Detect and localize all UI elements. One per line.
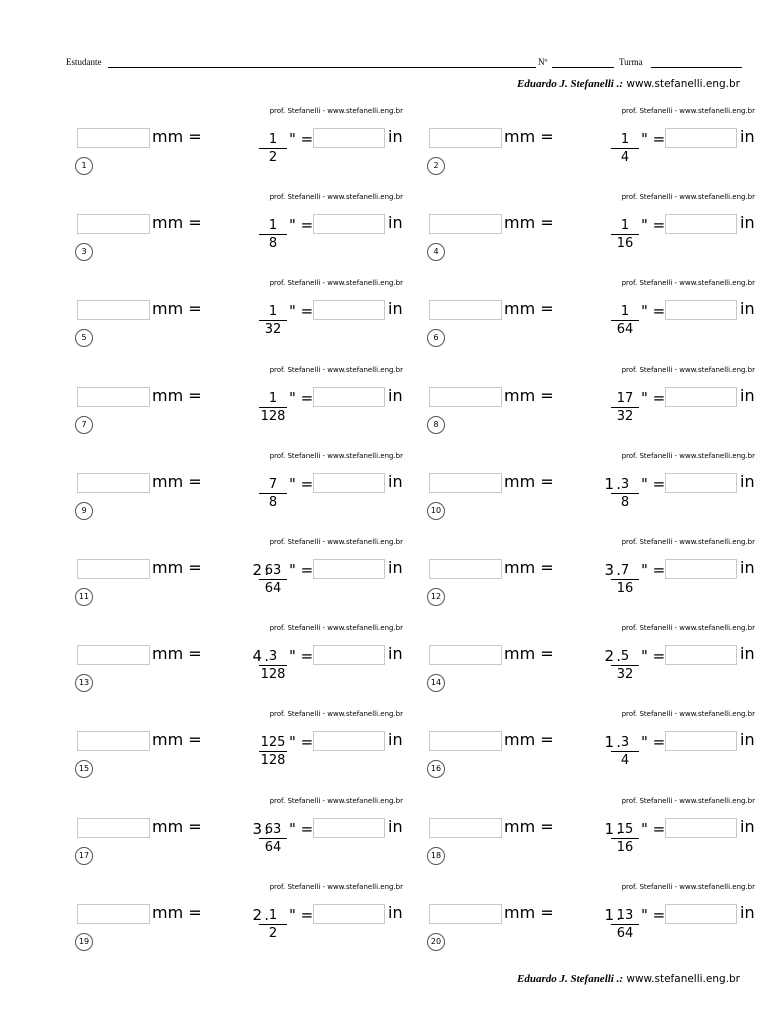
in-label: in: [740, 471, 755, 491]
question-number: 20: [427, 933, 445, 951]
fraction-bar: [611, 838, 639, 839]
exercise-credit: prof. Stefanelli - www.stefanelli.eng.br: [621, 365, 755, 374]
mm-answer-box[interactable]: [77, 731, 150, 751]
denominator-value: 32: [264, 322, 282, 338]
in-answer-box[interactable]: [313, 818, 385, 838]
denominator-value: 4: [620, 150, 630, 165]
inch-fraction: [577, 906, 667, 946]
inch-equals-label: " =: [641, 819, 666, 838]
denominator-value: 8: [268, 494, 278, 510]
mm-label: mm =: [504, 385, 554, 405]
in-label: in: [388, 644, 403, 664]
mm-answer-box[interactable]: [429, 818, 502, 838]
whole-part: 1 .: [604, 733, 614, 751]
in-label: in: [388, 213, 403, 233]
mm-label: mm =: [504, 471, 554, 491]
exercise-credit: prof. Stefanelli - www.stefanelli.eng.br: [269, 624, 403, 633]
in-label: in: [740, 730, 755, 750]
fraction-bar: [259, 320, 287, 321]
mm-answer-box[interactable]: [77, 128, 150, 148]
mm-answer-box[interactable]: [429, 128, 502, 148]
in-label: in: [740, 127, 755, 146]
numerator-value: 3: [620, 735, 630, 751]
fraction-bar: [259, 751, 287, 752]
author-signature: Eduardo J. Stefanelli .:: [516, 973, 624, 985]
exercise: [429, 624, 768, 704]
number-line[interactable]: [552, 67, 614, 68]
denominator-value: 16: [616, 839, 634, 855]
exercise-credit: prof. Stefanelli - www.stefanelli.eng.br: [269, 279, 403, 288]
exercise-credit: prof. Stefanelli - www.stefanelli.eng.br: [269, 451, 403, 460]
author-site: www.stefanelli.eng.br: [626, 973, 740, 985]
mm-label: mm =: [504, 213, 554, 233]
inch-fraction: [225, 216, 315, 256]
question-number: 10: [427, 502, 445, 520]
in-label: in: [740, 816, 755, 836]
exercise-credit: prof. Stefanelli - www.stefanelli.eng.br: [269, 193, 403, 202]
exercise: [77, 538, 429, 618]
exercise-credit: prof. Stefanelli - www.stefanelli.eng.br: [621, 107, 755, 115]
in-answer-box[interactable]: [665, 818, 737, 838]
question-number: 19: [75, 933, 93, 951]
fraction-bar: [259, 148, 287, 149]
denominator-value: 64: [264, 581, 282, 596]
inch-fraction: [225, 906, 315, 946]
denominator-value: 8: [620, 494, 630, 510]
in-answer-box[interactable]: [665, 559, 737, 579]
numerator-value: 13: [616, 907, 634, 923]
question-number: 18: [427, 847, 445, 865]
numerator-value: 63: [264, 563, 282, 578]
exercise-credit: prof. Stefanelli - www.stefanelli.eng.br: [621, 193, 755, 202]
denominator-value: 64: [616, 322, 634, 338]
student-name-line[interactable]: [108, 67, 536, 68]
numerator-value: 15: [616, 821, 634, 837]
exercise: [429, 107, 768, 187]
inch-fraction: [225, 647, 315, 687]
exercise: [77, 366, 429, 446]
inch-fraction: [577, 475, 667, 515]
mm-label: mm =: [504, 299, 554, 319]
exercise: [77, 624, 429, 704]
inch-equals-label: " =: [641, 302, 666, 321]
denominator-value: 2: [268, 150, 278, 165]
in-label: in: [388, 730, 403, 750]
exercise: [429, 452, 768, 532]
author-signature: Eduardo J. Stefanelli .:: [516, 78, 624, 90]
exercise: [429, 538, 768, 618]
exercise: [77, 883, 429, 963]
denominator-value: 4: [620, 753, 630, 769]
in-label: in: [388, 902, 403, 922]
numerator-value: 1: [268, 218, 278, 234]
in-answer-box[interactable]: [313, 128, 385, 148]
in-answer-box[interactable]: [313, 300, 385, 320]
in-answer-box[interactable]: [313, 214, 385, 234]
question-number: 2: [427, 157, 445, 175]
whole-part: 2 .: [252, 561, 262, 579]
in-answer-box[interactable]: [313, 473, 385, 493]
question-number: 17: [75, 847, 93, 865]
inch-fraction: [577, 561, 667, 601]
numerator-value: 3: [268, 649, 278, 665]
in-label: in: [388, 816, 403, 836]
inch-fraction: [577, 216, 667, 256]
denominator-value: 2: [268, 925, 278, 941]
whole-part: 3 .: [252, 820, 262, 838]
in-label: in: [388, 385, 403, 405]
exercise-credit: prof. Stefanelli - www.stefanelli.eng.br: [269, 710, 403, 719]
fraction-bar: [611, 751, 639, 752]
in-answer-box[interactable]: [665, 731, 737, 751]
mm-label: mm =: [152, 558, 202, 577]
class-label: Turma: [619, 57, 643, 67]
inch-fraction: [225, 302, 315, 342]
inch-fraction: [225, 130, 315, 170]
mm-label: mm =: [152, 213, 202, 233]
question-number: 8: [427, 416, 445, 434]
in-answer-box[interactable]: [665, 214, 737, 234]
question-number: 12: [427, 588, 445, 606]
fraction-bar: [611, 924, 639, 925]
numerator-value: 17: [616, 390, 634, 406]
in-label: in: [740, 299, 755, 319]
mm-answer-box[interactable]: [429, 300, 502, 320]
denominator-value: 128: [260, 753, 286, 769]
inch-equals-label: " =: [289, 733, 314, 752]
exercise: [77, 107, 429, 187]
inch-equals-label: " =: [641, 388, 666, 407]
mm-label: mm =: [152, 730, 202, 750]
fraction-bar: [611, 579, 639, 580]
question-number: 3: [75, 243, 93, 261]
exercise-credit: prof. Stefanelli - www.stefanelli.eng.br: [621, 624, 755, 633]
inch-equals-label: " =: [289, 561, 314, 579]
inch-fraction: [577, 733, 667, 773]
in-answer-box[interactable]: [665, 387, 737, 407]
numerator-value: 5: [620, 649, 630, 665]
inch-fraction: [577, 647, 667, 687]
numerator-value: 1: [620, 132, 630, 147]
inch-equals-label: " =: [289, 647, 314, 666]
mm-label: mm =: [504, 644, 554, 664]
exercise-credit: prof. Stefanelli - www.stefanelli.eng.br: [621, 538, 755, 546]
inch-equals-label: " =: [641, 905, 666, 924]
denominator-value: 8: [268, 236, 278, 252]
exercise-credit: prof. Stefanelli - www.stefanelli.eng.br: [621, 710, 755, 719]
whole-part: 2 .: [604, 647, 614, 665]
question-number: 13: [75, 674, 93, 692]
question-number: 1: [75, 157, 93, 175]
in-label: in: [388, 127, 403, 146]
fraction-bar: [611, 407, 639, 408]
in-answer-box[interactable]: [313, 731, 385, 751]
mm-answer-box[interactable]: [77, 300, 150, 320]
inch-equals-label: " =: [641, 647, 666, 666]
inch-equals-label: " =: [289, 302, 314, 321]
in-label: in: [740, 213, 755, 233]
denominator-value: 32: [616, 667, 634, 683]
mm-answer-box[interactable]: [77, 559, 150, 579]
inch-equals-label: " =: [641, 561, 666, 579]
exercise-credit: prof. Stefanelli - www.stefanelli.eng.br: [621, 279, 755, 288]
mm-label: mm =: [504, 816, 554, 836]
exercise-credit: prof. Stefanelli - www.stefanelli.eng.br: [269, 538, 403, 546]
inch-equals-label: " =: [289, 216, 314, 235]
denominator-value: 128: [260, 667, 286, 683]
question-number: 14: [427, 674, 445, 692]
mm-answer-box[interactable]: [77, 904, 150, 924]
inch-fraction: [225, 733, 315, 773]
inch-equals-label: " =: [289, 819, 314, 838]
inch-fraction: [577, 820, 667, 860]
mm-answer-box[interactable]: [77, 818, 150, 838]
fraction-bar: [611, 493, 639, 494]
inch-fraction: [577, 130, 667, 170]
number-label: Nº: [538, 57, 548, 67]
author-bottom: [517, 973, 740, 985]
inch-fraction: [225, 389, 315, 429]
fraction-bar: [611, 148, 639, 149]
question-number: 6: [427, 329, 445, 347]
fraction-bar: [259, 407, 287, 408]
fraction-bar: [611, 320, 639, 321]
question-number: 16: [427, 760, 445, 778]
numerator-value: 125: [260, 735, 286, 751]
in-answer-box[interactable]: [313, 904, 385, 924]
exercise: [429, 710, 768, 790]
exercise: [429, 279, 768, 359]
whole-part: 1 .: [604, 820, 614, 838]
exercise-credit: prof. Stefanelli - www.stefanelli.eng.br: [621, 796, 755, 805]
inch-fraction: [577, 302, 667, 342]
exercise-credit: prof. Stefanelli - www.stefanelli.eng.br: [269, 107, 403, 115]
mm-answer-box[interactable]: [429, 904, 502, 924]
exercise: [77, 452, 429, 532]
mm-answer-box[interactable]: [77, 645, 150, 665]
denominator-value: 64: [264, 839, 282, 855]
fraction-bar: [259, 838, 287, 839]
numerator-value: 1: [268, 132, 278, 147]
whole-part: 1 .: [604, 906, 614, 924]
numerator-value: 1: [620, 304, 630, 320]
mm-label: mm =: [152, 385, 202, 405]
inch-equals-label: " =: [641, 130, 666, 148]
denominator-value: 16: [616, 236, 634, 252]
inch-fraction: [225, 820, 315, 860]
inch-equals-label: " =: [641, 733, 666, 752]
inch-equals-label: " =: [641, 216, 666, 235]
fraction-bar: [611, 665, 639, 666]
in-answer-box[interactable]: [665, 300, 737, 320]
mm-label: mm =: [504, 730, 554, 750]
author-top: [517, 78, 740, 90]
numerator-value: 1: [268, 390, 278, 406]
mm-label: mm =: [504, 902, 554, 922]
question-number: 5: [75, 329, 93, 347]
in-answer-box[interactable]: [313, 645, 385, 665]
exercise: [429, 193, 768, 273]
mm-label: mm =: [152, 471, 202, 491]
author-site: www.stefanelli.eng.br: [626, 78, 740, 90]
inch-fraction: [225, 475, 315, 515]
mm-answer-box[interactable]: [77, 473, 150, 493]
in-answer-box[interactable]: [665, 128, 737, 148]
question-number: 7: [75, 416, 93, 434]
in-answer-box[interactable]: [665, 473, 737, 493]
exercise: [429, 883, 768, 963]
in-answer-box[interactable]: [665, 645, 737, 665]
exercise: [429, 366, 768, 446]
exercise-credit: prof. Stefanelli - www.stefanelli.eng.br: [269, 796, 403, 805]
in-answer-box[interactable]: [313, 387, 385, 407]
exercise: [77, 797, 429, 877]
in-label: in: [740, 385, 755, 405]
exercise: [429, 797, 768, 877]
numerator-value: 1: [268, 304, 278, 320]
inch-equals-label: " =: [289, 474, 314, 493]
in-label: in: [388, 558, 403, 577]
mm-answer-box[interactable]: [429, 731, 502, 751]
mm-label: mm =: [504, 127, 554, 146]
fraction-bar: [259, 493, 287, 494]
exercise-credit: prof. Stefanelli - www.stefanelli.eng.br: [269, 365, 403, 374]
inch-equals-label: " =: [289, 388, 314, 407]
mm-answer-box[interactable]: [77, 214, 150, 234]
in-label: in: [740, 558, 755, 577]
mm-answer-box[interactable]: [429, 559, 502, 579]
whole-part: 4 .: [252, 647, 262, 665]
question-number: 9: [75, 502, 93, 520]
in-label: in: [388, 299, 403, 319]
numerator-value: 3: [620, 476, 630, 492]
exercise: [77, 279, 429, 359]
numerator-value: 7: [620, 563, 630, 578]
mm-label: mm =: [152, 816, 202, 836]
whole-part: 1 .: [604, 475, 614, 493]
mm-answer-box[interactable]: [429, 645, 502, 665]
inch-fraction: [577, 389, 667, 429]
mm-label: mm =: [152, 127, 202, 146]
exercise-credit: prof. Stefanelli - www.stefanelli.eng.br: [621, 451, 755, 460]
in-label: in: [388, 471, 403, 491]
in-answer-box[interactable]: [665, 904, 737, 924]
denominator-value: 128: [260, 408, 286, 424]
exercise-credit: prof. Stefanelli - www.stefanelli.eng.br: [269, 882, 403, 891]
fraction-bar: [259, 234, 287, 235]
question-number: 11: [75, 588, 93, 606]
mm-answer-box[interactable]: [429, 473, 502, 493]
inch-equals-label: " =: [289, 905, 314, 924]
inch-fraction: [225, 561, 315, 601]
question-number: 4: [427, 243, 445, 261]
exercise: [77, 193, 429, 273]
whole-part: 2 .: [252, 906, 262, 924]
numerator-value: 1: [620, 218, 630, 234]
fraction-bar: [259, 665, 287, 666]
numerator-value: 7: [268, 476, 278, 492]
fraction-bar: [611, 234, 639, 235]
mm-answer-box[interactable]: [429, 387, 502, 407]
denominator-value: 16: [616, 581, 634, 596]
fraction-bar: [259, 579, 287, 580]
numerator-value: 63: [264, 821, 282, 837]
mm-label: mm =: [152, 644, 202, 664]
inch-equals-label: " =: [289, 130, 314, 148]
inch-equals-label: " =: [641, 474, 666, 493]
student-header: [66, 57, 742, 71]
in-label: in: [740, 644, 755, 664]
question-number: 15: [75, 760, 93, 778]
fraction-bar: [259, 924, 287, 925]
in-answer-box[interactable]: [313, 559, 385, 579]
numerator-value: 1: [268, 907, 278, 923]
in-label: in: [740, 902, 755, 922]
mm-label: mm =: [152, 902, 202, 922]
class-line[interactable]: [651, 67, 742, 68]
whole-part: 3 .: [604, 561, 614, 579]
exercise: [77, 710, 429, 790]
mm-answer-box[interactable]: [429, 214, 502, 234]
denominator-value: 64: [616, 925, 634, 941]
denominator-value: 32: [616, 408, 634, 424]
exercise-credit: prof. Stefanelli - www.stefanelli.eng.br: [621, 882, 755, 891]
mm-answer-box[interactable]: [77, 387, 150, 407]
student-label: Estudante: [66, 57, 102, 67]
mm-label: mm =: [504, 558, 554, 577]
mm-label: mm =: [152, 299, 202, 319]
